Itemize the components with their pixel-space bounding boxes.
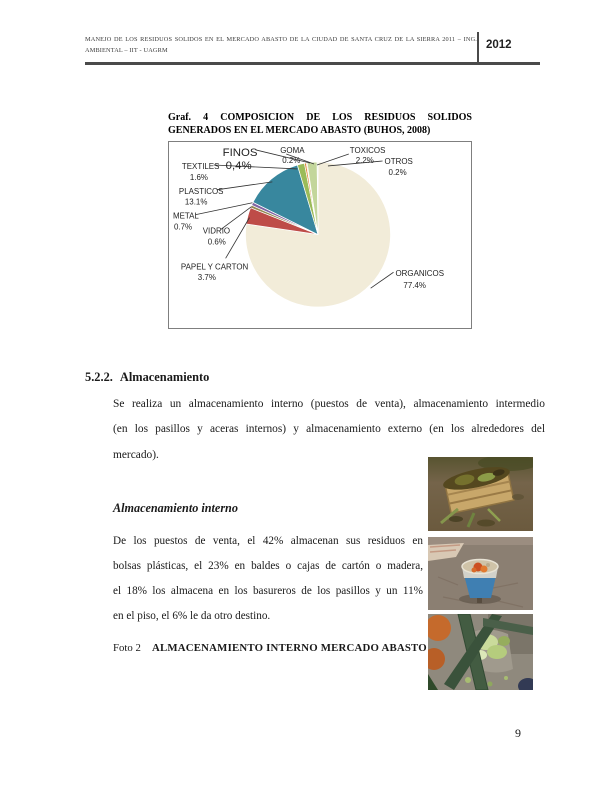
photo-bucket-illustration — [428, 537, 533, 610]
text-line: AMBIENTAL – IIT - UAGRM — [85, 46, 168, 54]
pie-label: TOXICOS — [349, 146, 386, 156]
photo-caption-label: Foto 2 — [113, 642, 141, 654]
pie-label: 0.2% — [388, 167, 407, 177]
text-line: el 18% los almacena en los basureros de los pasillos y un 11% — [113, 585, 423, 597]
text-line: (en los pasillos y aceras internos) y almacenamiento externo (en los alrededores del — [113, 423, 545, 436]
pie-label: GOMA — [280, 146, 305, 156]
pie-label: TEXTILES — [181, 161, 220, 171]
section-heading — [85, 370, 209, 385]
header-year: 2012 — [486, 39, 512, 51]
running-header — [85, 35, 477, 56]
text-line: Graf. 4 COMPOSICION DE LOS RESIDUOS SOLIDOS — [168, 112, 472, 123]
pie-label: 0.2% — [282, 155, 301, 165]
header-rule — [85, 62, 540, 65]
photo-caption — [113, 642, 427, 654]
pie-label: METAL — [172, 211, 199, 221]
pie-chart-figure — [168, 141, 472, 329]
photo-table-legs-cabbage-scraps — [428, 614, 533, 690]
pie-label: 1.6% — [189, 172, 208, 182]
pie-label: VIDRIO — [202, 226, 231, 236]
pie-label: PLASTICOS — [178, 186, 224, 196]
pie-label: 13.1% — [184, 197, 208, 207]
section-number: 5.2.2. — [85, 370, 113, 384]
photo-blue-bucket-with-tomatoes — [428, 537, 533, 610]
pie-label: 0.6% — [207, 237, 226, 247]
photo-caption-title: ALMACENAMIENTO INTERNO MERCADO ABASTO — [152, 642, 427, 654]
photo-scraps-illustration — [428, 614, 533, 690]
pie-label: 77.4% — [403, 281, 426, 291]
text-line: mercado). — [113, 448, 159, 461]
pie-chart — [169, 142, 471, 328]
pie-label: FINOS — [222, 147, 258, 160]
text-line: bolsas plásticas, el 23% en baldes o cajas de cartón o madera, — [113, 560, 423, 572]
figure-title — [168, 112, 472, 137]
text-line: MANEJO DE LOS RESIDUOS SOLIDOS EN EL MERCADO ABASTO DE LA CIUDAD DE SANTA CRUZ DE LA SIERRA 2011 – ING. — [85, 36, 477, 43]
photo-crate-of-vegetable-waste — [428, 457, 533, 531]
pie-label: OTROS — [384, 156, 413, 166]
pie-label: 0.7% — [173, 222, 193, 232]
pie-label: 2.2% — [355, 155, 374, 165]
page-number: 9 — [515, 726, 521, 740]
pie-label: PAPEL Y CARTON — [180, 262, 249, 272]
internal-storage-paragraph — [113, 529, 423, 629]
pie-label: 3.7% — [197, 273, 216, 283]
subsection-title: Almacenamiento interno — [113, 501, 238, 515]
pie-label: ORGANICOS — [395, 269, 445, 279]
text-line: Se realiza un almacenamiento interno (puestos de venta), almacenamiento intermedio — [113, 398, 545, 410]
section-title: Almacenamiento — [119, 370, 210, 384]
pie-label: 0,4% — [225, 159, 252, 172]
photo-crate-illustration — [428, 457, 533, 531]
text-line: en el piso, el 6% le da otro destino. — [113, 610, 271, 622]
text-line: De los puestos de venta, el 42% almacenan sus residuos en — [113, 535, 423, 547]
header-divider — [477, 32, 479, 62]
text-line: GENERADOS EN EL MERCADO ABASTO (BUHOS, 2008) — [168, 124, 431, 136]
